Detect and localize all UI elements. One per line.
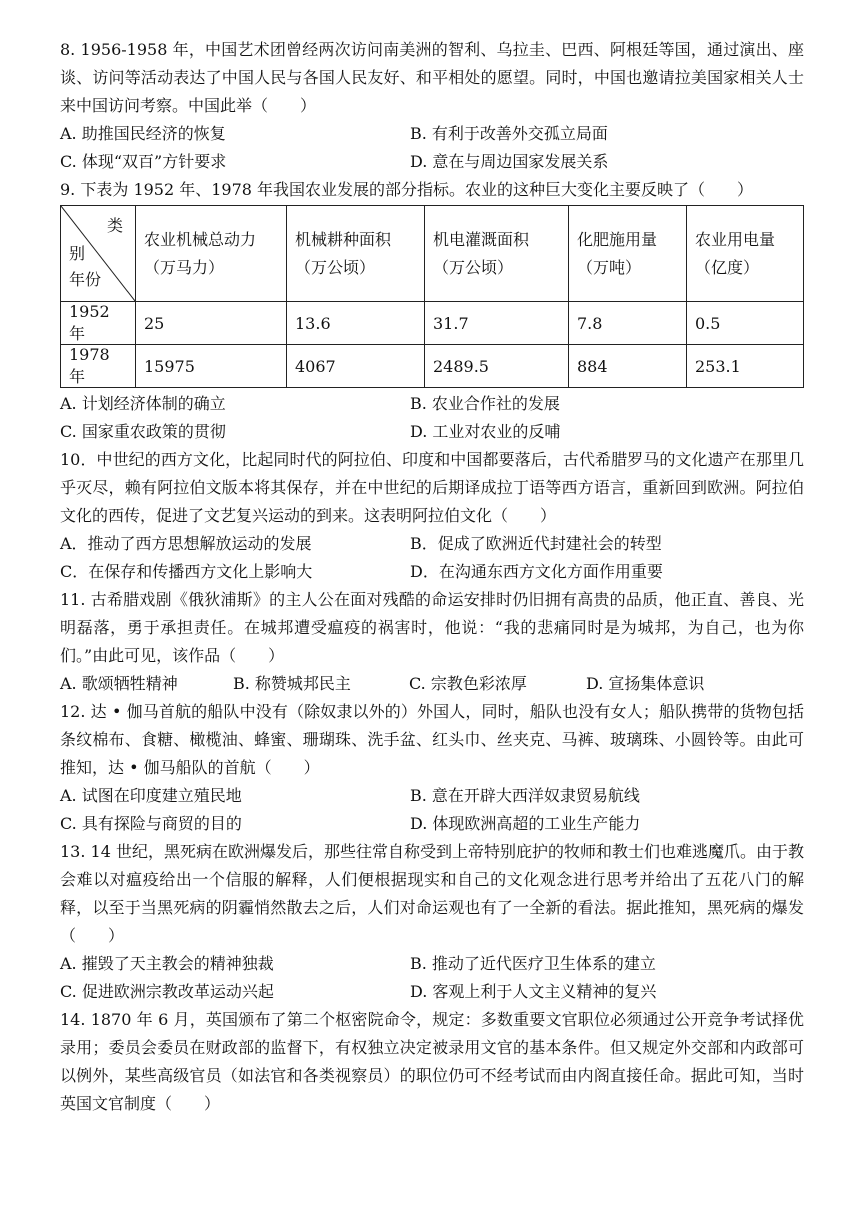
question-10-stem: 10．中世纪的西方文化，比起同时代的阿拉伯、印度和中国都要落后，古代希腊罗马的文化遗产在那里几乎灭尽，赖有阿拉伯文版本将其保存，并在中世纪的后期译成拉丁语等西方语言，重新回到欧洲。阿拉伯文化的西传，促进了文艺复兴运动的到来。这表明阿拉伯文化（ ） xyxy=(60,450,804,525)
option-b[interactable]: B. 称赞城邦民主 xyxy=(233,674,351,693)
option-b[interactable]: B. 意在开辟大西洋奴隶贸易航线 xyxy=(410,786,640,805)
table-header-row xyxy=(61,206,804,302)
question-11-options xyxy=(60,670,804,698)
question-11-stem: 11. 古希腊戏剧《俄狄浦斯》的主人公在面对残酷的命运安排时仍旧拥有高贵的品质，他正直、善良、光明磊落，勇于承担责任。在城邦遭受瘟疫的祸害时，他说：“我的悲痛同时是为城邦，为自己，也为你们。”由此可见，该作品（ ） xyxy=(60,590,804,665)
column-header xyxy=(287,206,425,302)
option-a[interactable]: A. 计划经济体制的确立 xyxy=(60,394,226,413)
column-header-name: 农业机械总动力 xyxy=(144,229,257,249)
option-d[interactable]: D．在沟通东西方文化方面作用重要 xyxy=(410,562,663,581)
column-header-unit: （万公顷） xyxy=(295,257,376,277)
table-cell: 15975 xyxy=(136,345,287,388)
table-cell: 4067 xyxy=(287,345,425,388)
option-d[interactable]: D. 体现欧洲高超的工业生产能力 xyxy=(410,814,641,833)
question-8 xyxy=(60,36,804,176)
option-d[interactable]: D. 工业对农业的反哺 xyxy=(410,422,561,441)
agriculture-table xyxy=(60,205,804,388)
question-8-stem: 8. 1956-1958 年，中国艺术团曾经两次访问南美洲的智利、乌拉圭、巴西、阿根廷等国，通过演出、座谈、访问等活动表达了中国人民与各国人民友好、和平相处的愿望。同时，中国也邀请拉美国家相关人士来中国访问考察。中国此举（ ） xyxy=(60,40,804,115)
question-9 xyxy=(60,176,804,446)
table-cell: 884 xyxy=(569,345,687,388)
option-c[interactable]: C. 国家重农政策的贯彻 xyxy=(60,422,226,441)
option-d[interactable]: D. 客观上利于人文主义精神的复兴 xyxy=(410,982,657,1001)
option-a[interactable]: A．推动了西方思想解放运动的发展 xyxy=(60,534,312,553)
option-b[interactable]: B. 农业合作社的发展 xyxy=(410,394,560,413)
option-a[interactable]: A. 摧毁了天主教会的精神独裁 xyxy=(60,954,274,973)
corner-label-bottom: 年份 xyxy=(69,270,102,289)
column-header-unit: （亿度） xyxy=(695,257,760,277)
option-a[interactable]: A. 歌颂牺牲精神 xyxy=(60,674,178,693)
column-header xyxy=(569,206,687,302)
column-header-unit: （万马力） xyxy=(144,257,225,277)
corner-label-top: 类 xyxy=(107,216,124,235)
table-cell: 13.6 xyxy=(287,302,425,345)
column-header-name: 化肥施用量 xyxy=(577,229,658,249)
question-11 xyxy=(60,586,804,698)
column-header xyxy=(687,206,804,302)
column-header-name: 农业用电量 xyxy=(695,229,776,249)
row-year: 1952 年 xyxy=(61,302,136,345)
option-c[interactable]: C. 具有探险与商贸的目的 xyxy=(60,814,242,833)
diagonal-header-cell xyxy=(61,206,136,302)
table-row xyxy=(61,345,804,388)
row-year: 1978 年 xyxy=(61,345,136,388)
corner-label-mid: 别 xyxy=(69,244,86,263)
option-c[interactable]: C. 体现“双百”方针要求 xyxy=(60,152,227,171)
option-d[interactable]: D. 意在与周边国家发展关系 xyxy=(410,152,609,171)
option-b[interactable]: B．促成了欧洲近代封建社会的转型 xyxy=(410,534,662,553)
table-cell: 31.7 xyxy=(425,302,569,345)
question-8-options xyxy=(60,120,804,176)
column-header xyxy=(136,206,287,302)
option-b[interactable]: B. 有利于改善外交孤立局面 xyxy=(410,124,608,143)
option-c[interactable]: C. 促进欧洲宗教改革运动兴起 xyxy=(60,982,274,1001)
question-14 xyxy=(60,1006,804,1118)
table-cell: 253.1 xyxy=(687,345,804,388)
column-header-unit: （万吨） xyxy=(577,257,642,277)
column-header-name: 机电灌溉面积 xyxy=(433,229,530,249)
option-a[interactable]: A. 助推国民经济的恢复 xyxy=(60,124,226,143)
question-12-stem: 12. 达 • 伽马首航的船队中没有（除奴隶以外的）外国人，同时，船队也没有女人；船队携带的货物包括条纹棉布、食糖、橄榄油、蜂蜜、珊瑚珠、洗手盆、红头巾、丝夹克、马裤、玻璃珠、小圆铃等。由此可推知，达 • 伽马船队的首航（ ） xyxy=(60,702,804,777)
question-9-stem: 9. 下表为 1952 年、1978 年我国农业发展的部分指标。农业的这种巨大变化主要反映了（ ） xyxy=(60,180,754,199)
table-row xyxy=(61,302,804,345)
option-c[interactable]: C. 宗教色彩浓厚 xyxy=(409,674,527,693)
question-13-options xyxy=(60,950,804,1006)
option-c[interactable]: C．在保存和传播西方文化上影响大 xyxy=(60,562,313,581)
table-cell: 25 xyxy=(136,302,287,345)
table-cell: 2489.5 xyxy=(425,345,569,388)
question-10 xyxy=(60,446,804,586)
question-12-options xyxy=(60,782,804,838)
question-14-stem: 14. 1870 年 6 月，英国颁布了第二个枢密院命令，规定：多数重要文官职位必须通过公开竞争考试择优录用；委员会委员在财政部的监督下，有权独立决定被录用文官的基本条件。但又规定外交部和内政部可以例外，某些高级官员（如法官和各类视察员）的职位仍可不经考试而由内阁直接任命。据此可知，当时英国文官制度（ ） xyxy=(60,1010,804,1113)
table-cell: 0.5 xyxy=(687,302,804,345)
column-header-unit: （万公顷） xyxy=(433,257,514,277)
table-cell: 7.8 xyxy=(569,302,687,345)
question-13 xyxy=(60,838,804,1006)
question-12 xyxy=(60,698,804,838)
question-10-options xyxy=(60,530,804,586)
option-d[interactable]: D. 宣扬集体意识 xyxy=(586,674,705,693)
option-a[interactable]: A. 试图在印度建立殖民地 xyxy=(60,786,242,805)
exam-page xyxy=(60,36,804,1118)
question-13-stem: 13. 14 世纪，黑死病在欧洲爆发后，那些往常自称受到上帝特别庇护的牧师和教士们也难逃魔爪。由于教会难以对瘟疫给出一个信服的解释，人们便根据现实和自己的文化观念进行思考并给出了五花八门的解释，以至于当黑死病的阴霾悄然散去之后，人们对命运观也有了一全新的看法。据此推知，黑死病的爆发（ ） xyxy=(60,842,804,945)
column-header xyxy=(425,206,569,302)
option-b[interactable]: B. 推动了近代医疗卫生体系的建立 xyxy=(410,954,656,973)
column-header-name: 机械耕种面积 xyxy=(295,229,392,249)
question-9-options xyxy=(60,390,804,446)
